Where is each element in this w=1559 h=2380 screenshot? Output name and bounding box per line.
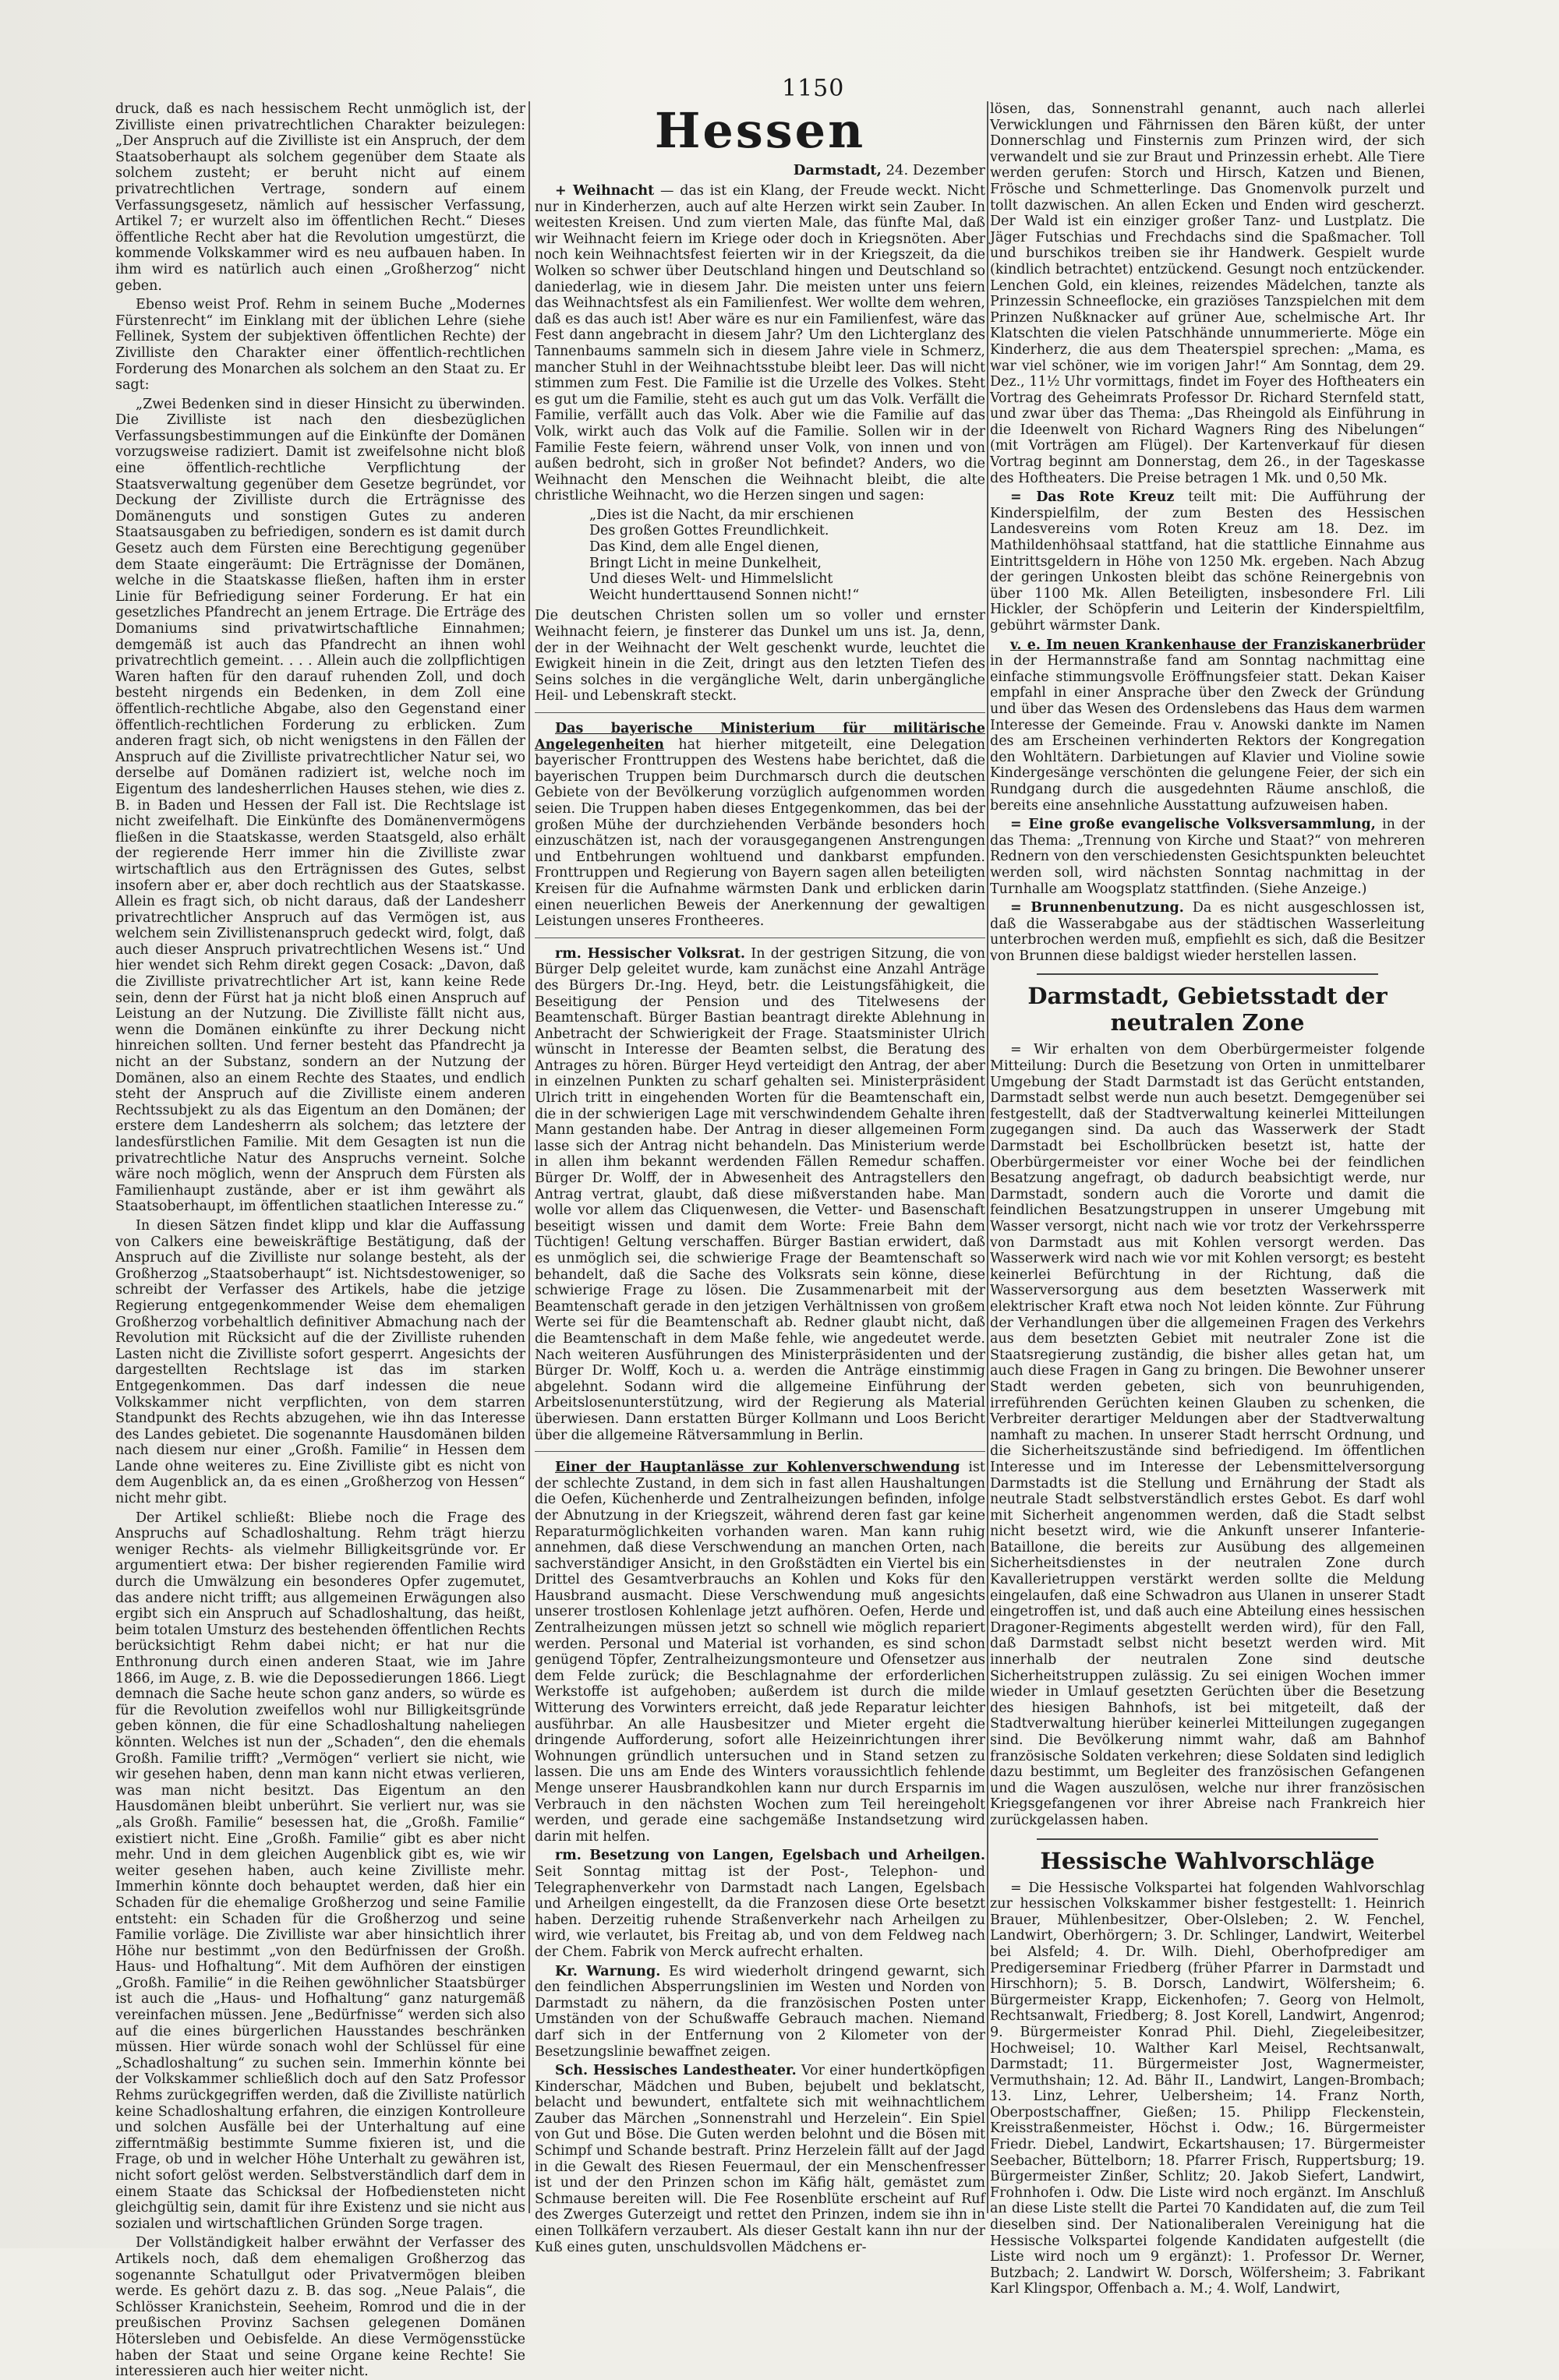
article-lead: = Brunnenbenutzung. — [1010, 900, 1184, 916]
article-lead: Einer der Hauptanlässe zur Kohlenverschwendung — [555, 1460, 960, 1476]
article-lead: rm. Besetzung von Langen, Egelsbach und Arheilgen. — [555, 1848, 985, 1864]
article-text: Vor einer hundertköpfigen Kinderschar, Mädchen und Buben, bejubelt und beklatscht, belacht und bewundert, entfaltete sich mit weihnachtlichem Zauber das Märchen „Sonnenstrahl und Herzelein“. Ein Spiel von Gut und Böse. Die Guten werden belohnt und die Bösen mit Schimpf und Schande bestraft. Prinz Herzelein fällt auf der Jagd in die Gewalt des Riesen Feuermaul, der ein Menschenfresser ist und der den Prinzen schon im Käfig hält, gemästet zum Schmause bereiten will. Die Fee Rosenblüte erscheint auf Ruf des Zwerges Guterzeigt und rettet den Prinzen, indem sie ihn in einen Tollkäfern verzaubert. Als dieser Gestalt kann ihn nur der Kuß eines guten, unschuldsvollen Mädchens er- — [535, 2063, 985, 2255]
dateline-place: Darmstadt, — [793, 162, 882, 178]
article-rotekreuz — [990, 489, 1425, 634]
article-lead: Sch. Hessisches Landestheater. — [555, 2063, 797, 2079]
section-heading: Darmstadt, Gebietsstadt der neutralen Zone — [1027, 983, 1388, 1036]
poem-line: Weicht hunderttausend Sonnen nicht!“ — [589, 587, 860, 603]
column-rule — [987, 101, 988, 2213]
divider — [535, 712, 985, 713]
poem-line: Bringt Licht in meine Dunkelheit, — [589, 555, 822, 571]
column-middle — [535, 101, 986, 2255]
article-lead: + Weihnacht — [555, 183, 655, 199]
dateline-date: 24. Dezember — [886, 162, 985, 178]
column-right — [990, 101, 1425, 2297]
article-text: Da es nicht ausgeschlossen ist, daß die Wasserabgabe aus der städtischen Wasserleitung unterbrochen werden muß, empfiehlt es sich, daß die Besitzer von Brunnen diese baldigst wieder herstellen lassen. — [990, 900, 1425, 964]
column-left — [115, 101, 525, 2380]
article-paragraph: Ebenso weist Prof. Rehm in seinem Buche „Modernes Fürstenrecht“ im Einklang mit der üblichen Lehre (siehe Fellinek, System der subjektiven öffentlichen Rechte) der Zivilliste den Charakter einer öffentlich-rechtlichen Forderung des Monarchen als solchem an den Staat zu. Er sagt: — [115, 297, 525, 394]
article-text: in der Hermannstraße fand am Sonntag nachmittag eine einfache stimmungsvolle Eröffnungsfeier statt. Dekan Kaiser empfahl in einer Ansprache über den Zweck der Gründung und über das Wesen des Ordenslebens das Haus dem warmen Interesse der Gemeinde. Frau v. Anowski dankte im Namen des am Erscheinen verhinderten Rektors der Kongregation den Wohltätern. Darbietungen auf Klavier und Violine sowie Kindergesänge verschönten die gelungene Feier, der sich ein Rundgang durch die ausgedehnten Räume anschloß, die bereits eine ansehnliche Ausstattung aufzuweisen haben. — [990, 653, 1425, 814]
divider — [1037, 1838, 1378, 1840]
article-langen — [535, 1848, 985, 1960]
article-evangelisch — [990, 817, 1425, 897]
article-paragraph: Der Artikel schließt: Bliebe noch die Frage des Anspruchs auf Schadloshaltung. Rehm trägt hierzu weniger Rechts- als vielmehr Billigkeitsgründe vor. Er argumentiert etwa: Der bisher regierenden Familie wird durch die Umwälzung ein besonderes Opfer zugemutet, das andere nicht trifft; aus allgemeinen Erwägungen also ergibt sich ein Anspruch auf Schadloshaltung, das heißt, beim totalen Umsturz des bestehenden öffentlichen Rechts berücksichtigt Rehm dabei nicht; er hat nur die Enthronung durch einen anderen Staat, wie im Jahre 1866, im Auge, z. B. wie die Depossedierungen 1866. Liegt demnach die Sache heute schon ganz anders, so würde es für die Revolution zweifellos wohl nur Billigkeitsgründe geben können, die für eine Schadloshaltung naheliegen könnten. Welches ist nun der „Schaden“, den die ehemals Großh. Familie trifft? „Vermögen“ verliert sie nicht, wie wir gesehen haben, denn man kann nicht etwas verlieren, was man nicht besitzt. Das Eigentum an den Hausdomänen bleibt unberührt. Sie verliert nur, was sie „als Großh. Familie“ besessen hat, die „Großh. Familie“ existiert nicht. Eine „Großh. Familie“ gibt es aber nicht mehr. Und in dem gleichen Augenblick gibt es, wie wir weiter gesehen haben, auch keine Zivilliste mehr. Immerhin könnte doch behauptet werden, daß hier ein Schaden für die ehemalige Großherzog und seine Familie entsteht: ein Schaden für die Großherzog und seine Familie vorläge. Die Zivilliste war aber hinsichtlich ihrer Höhe nur bestimmt „von den Bedürfnissen der Großh. Haus- und Hofhaltung“. Mit dem Aufhören der einstigen „Großh. Familie“ in die Reihen gewöhnlicher Staatsbürger ist auch die „Haus- und Hofhaltung“ ganz naturgemäß vereinfachen müssen. Jene „Bedürfnisse“ werden sich also auf die eines bürgerlichen Hausstandes beschränken müssen. Hier würde sonach wohl der Schlüssel für eine „Schadloshaltung“ zu suchen sein. Immerhin könnte bei der Volkskammer schließlich doch auf den Satz Professor Rehms zurückgegriffen werden, daß die Zivilliste natürlich keine Schadloshaltung erfahren, die einzigen Kontrolleure und solchen Ausfälle bei der Unterhaltung auf eine zifferntmäßig bestimmte Summe fixieren ist, und die Frage, ob und in welcher Höhe Unterhalt zu gewähren ist, nicht sofort gelöst werden. Selbstverständlich darf dem in einem Staate das Schicksal der Hofbediensteten nicht gleichgültig sein, damit für ihre Existenz und sie nicht aus sozialen und wirtschaftlichen Gründen Sorge tragen. — [115, 1510, 525, 2232]
article-text: In der gestrigen Sitzung, die von Bürger Delp geleitet wurde, kam zunächst eine Anzahl Anträge des Bürgers Dr.-Ing. Heyd, betr. die Leistungsfähigkeit, die Beseitigung der Pension und des Titelwesens der Beamtenschaft. Bürger Bastian beantragt direkte Ablehnung in Anbetracht der Schwierigkeit der Frage. Staatsminister Ulrich wünscht in Interesse der Beamten selbst, die Beratung des Antrages zu hören. Bürger Heyd verteidigt den Antrag, der aber in einzelnen Punkten zu scharf gehalten sei. Ministerpräsident Ulrich tritt in eingehenden Worten für die Beamtenschaft ein, die in der schwierigen Lage mit verschwindendem Gehalte ihren Mann gestanden habe. Der Antrag in dieser allgemeinen Form lasse sich der Antrag nicht behandeln. Das Ministerium werde in allen ihm bekannt werdenden Fällen Remedur schaffen. Bürger Dr. Wolff, der in Abwesenheit des Antragstellers den Antrag vertrat, glaubt, daß diese mißverstanden habe. Man wolle vor allem das Cliquenwesen, die Vetter- und Basenschaft beseitigt wissen und damit dem Worte: Freie Bahn dem Tüchtigen! Geltung verschaffen. Bürger Bastian erwidert, daß es unmöglich sei, die schwierige Frage der Beamtenschaft so behandelt, daß die Sache des Volksrats sein könne, diese schwierige Frage zu lösen. Die Zusammenarbeit mit der Beamtenschaft gerade in den jetzigen Verhältnissen von großem Werte sei für die Beamtenschaft ab. Redner glaubt nicht, daß die Beamtenschaft in dem Maße fehle, wie angedeutet werde. Nach weiteren Ausführungen des Ministerpräsidenten und der Bürger Dr. Wolff, Koch u. a. werden die Anträge einstimmig abgelehnt. Sodann wird die allgemeine Einführung der Arbeitslosenunterstützung, wird der Regierung als Material überwiesen. Dann erstatten Bürger Kollmann und Loos Bericht über die allgemeine Rätversammlung in Berlin. — [535, 945, 986, 1443]
article-text: in der das Thema: „Trennung von Kirche und Staat?“ von mehreren Rednern von den verschiedensten Gesichtspunkten beleuchtet werden soll, wird nächsten Sonntag nachmittag in der Turnhalle am Woogsplatz stattfinden. (Siehe Anzeige.) — [990, 817, 1425, 897]
article-text: Es wird wiederholt dringend gewarnt, sich den feindlichen Absperrungslinien im Westen und Norden von Darmstadt zu nähern, da die französischen Posten unter Umständen von der Schußwaffe Gebrauch machen. Niemand darf sich in der Entfernung von 2 Kilometer von der Besetzungslinie bewaffnet zeigen. — [535, 1963, 985, 2060]
article-brunnen — [990, 900, 1425, 964]
poem-line: „Dies ist die Nacht, da mir erschienen — [589, 507, 854, 523]
article-theater — [535, 2063, 985, 2255]
article-warnung — [535, 1964, 985, 2060]
page-number: 1150 — [782, 75, 845, 102]
article-lead: Kr. Warnung. — [555, 1963, 661, 1979]
article-paragraph: Die deutschen Christen sollen um so voller und ernster Weihnacht feiern, je finsterer das Dunkel um uns ist. Ja, denn, der in der Weihnacht der Welt geschenkt wurde, leuchtet die Ewigkeit hinein in die Zeit, dringt aus den letzten Tiefen des Seins solches in die vergängliche Welt, darin unbergängliche Heil- und Lebenskraft steckt. — [535, 608, 985, 704]
article-lead: = Eine große evangelische Volksversammlung, — [1010, 817, 1376, 833]
article-text: hat hierher mitgeteilt, eine Delegation bayerischer Fronttruppen des Westens habe berichtet, daß die bayerischen Truppen beim Durchmarsch durch die deutschen Gebiete von der Bevölkerung vorzüglich aufgenommen worden seien. Die Truppen haben dieses Entgegenkommen, das bei der großen Mühe der durchziehenden Verbände besonders hoch einzuschätzen ist, nach der vorausgegangenen Anstrengungen und Entbehrungen wohltuend und dankbarst empfunden. Fronttruppen und Regierung von Bayern sagen allen beteiligten Kreisen für die Aufnahme wärmsten Dank und erblicken darin einen neuerlichen Beweis der Anerkennung der gewaltigen Leistungen unseres Frontheeres. — [535, 736, 985, 930]
poem-line: Des großen Gottes Freundlichkeit. — [589, 523, 829, 539]
article-text: ist der schlechte Zustand, in dem sich in fast allen Haushaltungen die Oefen, Küchenherde und Zentralheizungen befinden, infolge der Abnutzung in der Kriegszeit, während deren fast gar keine Reparaturmöglichkeiten vorhanden waren. Man kann ruhig annehmen, daß diese Verschwendung an manchen Orten, nach sachverständiger Ansicht, in den Großstädten ein Viertel bis ein Drittel des Gesamtverbrauchs an Kohlen und Koks für den Hausbrand ausmacht. Diese Verschwendung muß angesichts unserer trostlosen Kohlenlage jetzt aufhören. Oefen, Herde und Zentralheizungen müssen jetzt so schnell wie möglich repariert werden. Personal und Material ist vorhanden, es sind schon genügend Töpfer, Zentralheizungsmonteure und Ofensetzer aus dem Felde zurück; die Beschlagnahme der erforderlichen Werkstoffe ist aufgehoben; außerdem ist durch die milde Witterung des Vorwinters erreicht, daß jede Reparatur leichter ausführbar. An alle Hausbesitzer und Mieter ergeht die dringende Aufforderung, sofort alle Heizeinrichtungen ihrer Wohnungen gründlich untersuchen und in Stand setzen zu lassen. Die uns am Ende des Winters voraussichtlich fehlende Menge unserer Hausbrandkohlen kann nur durch Ersparnis im Verbrauch in den nächsten Wochen zum Teil hereingeholt werden, und gerade eine sachgemäße Instandsetzung wird darin mit helfen. — [535, 1460, 985, 1845]
divider — [1037, 973, 1378, 975]
dateline — [535, 162, 985, 178]
divider — [535, 1451, 985, 1452]
article-volksrat — [535, 946, 985, 1443]
article-paragraph: druck, daß es nach hessischem Recht unmöglich ist, der Zivilliste einen privatrechtlichen Charakter beizulegen: „Der Anspruch auf die Zivilliste ist ein Anspruch, der dem Staatsoberhaupt als solchem gegenüber dem Staate als solchem zusteht; er beruht nicht auf einem privatrechtlichen Vertrage, sondern auf einem Verfassungsgesetz, nämlich auf hessischer Verfassung, Artikel 7; er wurzelt also im öffentlichen Recht.“ Dieses öffentliche Recht aber hat die Revolution umgestürzt, die kommende Volkskammer wird es neu aufbauen haben. In ihm wird es natürlich auch einen „Großherzog“ nicht geben. — [115, 101, 525, 294]
article-text: — das ist ein Klang, der Freude weckt. Nicht nur in Kinderherzen, auch auf alte Herzen wirkt sein Zauber. In weitesten Kreisen. Und zum vierten Male, das fünfte Mal, daß wir Weihnacht feiern im Kriege oder doch in Kriegsnöten. Aber noch kein Weihnachtsfest feierten wir in der Kriegszeit, da die Wolken so schwer über Deutschland hingen und Deutschland so daniederlag, wie in diesem Jahr. Die meisten unter uns feiern das Weihnachtsfest als ein Familienfest. Wer wollte dem wehren, daß es das auch ist! Aber wäre es nur ein Familienfest, wäre das Fest dann angebracht in diesem Jahr? Um den Lichterglanz des Tannenbaums sammeln sich in diesem Jahre viele in Schmerz, mancher Stuhl in der Weihnachtsstube bleibt leer. Das will nicht stimmen zum Fest. Die Familie ist die Urzelle des Volkes. Steht es gut um die Familie, steht es auch gut um das Volk. Verfällt die Familie, verfällt auch das Volk. Aber wie die Familie auf das Volk, wirkt auch das Volk auf die Familie. Sollen wir in der Familie Feste feiern, während unser Volk, von innen und von außen bedroht, sich in großer Not befindet? Anders, wo die Weihnacht den Menschen die Weihnacht bleibt, die alte christliche Weihnacht, wo die Herzen singen und sagen: — [535, 183, 985, 504]
section-heading: Hessische Wahlvorschläge — [1040, 1847, 1375, 1874]
article-lead: = Das Rote Kreuz — [1010, 489, 1175, 506]
article-lead: v. e. Im neuen Krankenhause der Franziskanerbrüder — [1010, 637, 1425, 653]
article-paragraph: lösen, das, Sonnenstrahl genannt, auch nach allerlei Verwicklungen und Fährnissen den Bären küßt, der unter Donnerschlag und Finsternis zum Prinzen wird, der sich verwandelt und sie zur Braut und Prinzessin erhebt. Alle Tiere werden gerufen: Storch und Hirsch, Katzen und Bienen, Frösche und Schmetterlinge. Das Gnomenvolk purzelt und tollt dazwischen. An allen Ecken und Enden wird gescherzt. Der Wald ist ein einziger großer Tanz- und Lustplatz. Die Jäger Futschias und Frechdachs sind die Spaßmacher. Toll und burschikos treiben sie ihr Handwerk. Gespielt wurde (kindlich betrachtet) entzückend. Gesungt noch entzückender. Lenchen Gold, ein kleines, reizendes Mädelchen, tanzte als Prinzessin Schneeflocke, ein graziöses Tanzspielchen mit dem Prinzen Nußknacker auf grüner Aue, schelmische Art. Ihr Klatschten die vielen Patschhände unnummerierte. Möge ein Kinderherz, die aus dem Theaterspiel sprechen: „Mama, es war viel schöner, wie im vorigen Jahr!“ Am Sonntag, dem 29. Dez., 11½ Uhr vormittags, findet im Foyer des Hoftheaters ein Vortrag des Geheimrats Professor Dr. Richard Sternfeld statt, und zwar über das Thema: „Das Rheingold als Einführung in die Ideenwelt von Richard Wagners Ring des Nibelungen“ (mit Vorträgen am Flügel). Der Kartenverkauf für diesen Vortrag beginnt am Donnerstag, dem 26., in der Tageskasse des Hoftheaters. Die Preise betragen 1 Mk. und 0,50 Mk. — [990, 101, 1425, 486]
article-paragraph: Der Vollständigkeit halber erwähnt der Verfasser des Artikels noch, daß dem ehemaligen Großherzog das sogenannte Schatullgut oder Privatvermögen bleiben werde. Es gehört dazu z. B. das sog. „Neue Palais“, die Schlösser Kranichstein, Seeheim, Romrod und die in der preußischen Provinz Sachsen gelegenen Domänen Hötersleben und Oebisfelde. An diese Vermögensstücke haben der Staat und seine Organe keine Rechte! Sie interessieren auch hier weiter nicht. — [115, 2235, 525, 2380]
article-lead: Das bayerische Ministerium für militärische Angelegenheiten — [535, 721, 985, 753]
article-text: teilt mit: Die Aufführung der Kinderspielfilm, der zum Besten des Hessischen Landesvereins vom Roten Kreuz am 18. Dez. im Mathildenhöhsaal stattfand, hat die stattliche Einnahme aus Eintrittsgeldern in Höhe von 1250 Mk. ergeben. Nach Abzug der geringen Unkosten bleibt das schöne Reinergebnis von über 1100 Mk. Allen Beteiligten, insbesondere Frl. Lili Hickler, der Schöpferin und Leiterin der Kinderspieltfilm, gebührt wärmster Dank. — [990, 489, 1425, 634]
article-franziskaner — [990, 637, 1425, 814]
article-lead: rm. Hessischer Volksrat. — [555, 945, 746, 962]
article-paragraph: = Wir erhalten von dem Oberbürgermeister folgende Mitteilung: Durch die Besetzung von Orten in unmittelbarer Umgebung der Stadt Darmstadt ist das Gerücht entstanden, Darmstadt selbst werde nun auch besetzt. Demgegenüber sei festgestellt, daß der Stadtverwaltung keinerlei Mitteilungen zugegangen sind. Da auch das Wasserwerk der Stadt Darmstadt bei Eschollbrücken besetzt ist, hatte der Oberbürgermeister vor einer Woche bei der feindlichen Besatzung angefragt, ob dadurch beabsichtigt werde, nur Darmstadt, sondern auch die Vororte und damit die feindlichen Besatzungstruppen in unserer Umgebung mit Wasser versorgt, nicht nach wie vor trotz der Verkehrssperre von Darmstadt aus mit Kohlen versorgt werden. Das Wasserwerk wird nach wie vor mit Kohlen versorgt; es besteht keinerlei Befürchtung in der Richtung, daß die Wasserversorgung aus dem besetzten Wasserwerk mit elektrischer Kraft etwa noch Not leiden könnte. Zur Führung der Verhandlungen über die allgemeinen Fragen des Verkehrs aus dem besetzten Gebiet mit neutraler Zone ist die Staatsregierung zuständig, die bisher alles getan hat, um auch diese Fragen in Gang zu bringen. Die Bewohner unserer Stadt werden gebeten, sich von beunruhigenden, irreführenden Gerüchten keinen Glauben zu schenken, die Verbreiter derartiger Meldungen aber der Stadtverwaltung namhaft zu machen. In unserer Stadt herrscht Ordnung, und die Sicherheitszustände sind befriedigend. Im öffentlichen Interesse und im Interesse der Lebensmittelversorgung Darmstadts ist die Stellung und Ernährung der Stadt als neutrale Stadt selbstverständlich erstes Gebot. Es darf wohl mit Sicherheit angenommen werden, daß die Stadt selbst nicht besetzt wird, wie die Ankunft unserer Infanterie-Bataillone, die bereits zur Ausübung des allgemeinen Sicherheitsdienstes in der neutralen Zone durch Kavallerietruppen verstärkt werden sollte die Meldung eingelaufen, daß eine Schwadron aus Ulanen in unserer Stadt eingetroffen ist, und daß auch eine Abteilung eines hessischen Dragoner-Regiments abgestellt werden wird), für den Fall, daß Darmstadt selbst nicht besetzt werden wird. Mit innerhalb der neutralen Zone sind deutsche Sicherheitstruppen zulässig. Zu sei einigen Wochen immer wieder in Umlauf gesetzten Gerüchten über die Besetzung des hiesigen Bahnhofs, ist bei mitgeteilt, daß der Stadtverwaltung hierüber keinerlei Mitteilungen zugegangen sind. Die Bevölkerung nimmt wahr, daß am Bahnhof französische Soldaten verkehren; diese Soldaten sind lediglich dazu bestimmt, um Begleiter des französischen Gefangenen und die Wagen auszulösen, welche nur ihrer französischen Kriegsgefangenen vor ihrer Abreise nach Frankreich hier zurückgelassen haben. — [990, 1042, 1425, 1828]
poem — [589, 507, 985, 604]
article-bayern — [535, 721, 985, 930]
article-paragraph: „Zwei Bedenken sind in dieser Hinsicht zu überwinden. Die Zivilliste ist nach den diesbezüglichen Verfassungsbestimmungen auf die Einkünfte der Domänen vorzugsweise radiziert. Damit ist zweifelsohne nicht bloß eine öffentlich-rechtliche Verpflichtung der Staatsverwaltung gegenüber dem Gesetze begründet, vor Deckung der Zivilliste durch die Erträgnisse des Domänenguts und sonstigen Gutes zu anderen Staatsausgaben zu befriedigen, sondern es ist damit durch Gesetz auch dem Fürsten eine Berechtigung gegenüber dem Staate eingeräumt: Die Erträgnisse der Domänen, welche in die Staatskasse fließen, haften ihm in erster Linie für Befriedigung seiner Forderung. Er hat ein gesetzliches Pfandrecht an jenem Ertrage. Die Erträge des Domaniums sind privatwirtschaftliche Einnahmen; demgemäß ist auch das Pfandrecht an ihnen wohl privatrechtlich gemeint. . . . Allein auch die zollpflichtigen Waren haften für den darauf ruhenden Zoll, und doch besteht nirgends ein Bedenken, in dem Zoll eine öffentlich-rechtliche Abgabe, also den Gegenstand einer öffentlich-rechtlichen Forderung zu erblicken. Zum anderen fragt sich, ob nicht wenigstens in den Fällen der Anspruch auf die Zivilliste privatrechtlicher Natur sei, wo derselbe auf Domänen radiziert ist, welche noch im Eigentum des landesherrlichen Hauses stehen, wie dies z. B. in Baden und Hessen der Fall ist. Die Rechtslage ist nicht zweifelhaft. Die Einkünfte des Domänenvermögens fließen in die Staatskasse, werden Staatsgeld, also erhält der regierende Herr immer hin die Zivilliste zwar wirtschaftlich aus den Erträgnissen des Gutes, selbst insofern aber er, aber doch rechtlich aus der Staatskasse. Allein es fragt sich, ob nicht daraus, daß der Landesherr privatrechtlicher Anspruch auf das Vermögen ist, aus welchem sein Zivillistenanspruch gedeckt wird, folgt, daß auch dieser Anspruch privatrechtlichen Wesens ist.“ Und hier wendet sich Rehm direkt gegen Cosack: „Davon, daß die Zivilliste privatrechtlicher Art ist, kann keine Rede sein, denn der Fürst hat ja nicht bloß einen Anspruch auf Leistung an der Nutzung. Die Zivilliste fällt nicht aus, wenn die Domänen einkünfte zu ihrer Deckung nicht hinreichen sollten. Und ferner besteht das Pfandrecht ja nicht an der Substanz, sondern an der Nutzung der Domänen, also an einem Rechte des Staates, und endlich steht der Anspruch auf die Zivilliste einem anderen Rechtssubjekt zu als das Eigentum an den Domänen; der erstere dem Landesherrn als solchem; das letztere der landesfürstlichen Familie. Mit dem Gesagten ist nun die privatrechtliche Natur des Anspruchs verneint. Solche wäre noch möglich, wenn der Anspruch dem Fürsten als Familienhaupt zustände, aber er ist ihm gewährt als Staatsoberhaupt, im öffentlichen staatlichen Interesse zu.“ — [115, 396, 525, 1215]
article-kohlen — [535, 1460, 985, 1845]
section-masthead: Hessen — [654, 102, 866, 159]
article-paragraph: = Die Hessische Volkspartei hat folgenden Wahlvorschlag zur hessischen Volkskammer bisher festgestellt: 1. Heinrich Brauer, Mühlenbesitzer, Ober-Olsleben; 2. W. Fenchel, Landwirt, Oberhörgern; 3. Dr. Schlinger, Landwirt, Weiterbel bei Alsfeld; 4. Dr. Wilh. Diehl, Oberhofprediger am Predigerseminar Friedberg (früher Pfarrer in Darmstadt und Hirschhorn); 5. B. Dorsch, Landwirt, Wölfersheim; 6. Bürgermeister Krapp, Eickenhofen; 7. Georg von Helmolt, Rechtsanwalt, Friedberg; 8. Jost Korell, Landwirt, Angenrod; 9. Bürgermeister Konrad Phil. Diehl, Ziegeleibesitzer, Hochweisel; 10. Walther Karl Meisel, Rechtsanwalt, Darmstadt; 11. Bürgermeister Jost, Wagnermeister, Vermuthshain; 12. Ad. Bähr II., Landwirt, Langen-Brombach; 13. Linz, Lehrer, Uelbersheim; 14. Franz North, Oberpostschaffner, Gießen; 15. Philipp Fleckenstein, Kreisstraßenmeister, Höchst i. Odw.; 16. Bürgermeister Friedr. Diebel, Landwirt, Eckartshausen; 17. Bürgermeister Seebacher, Büttelborn; 18. Pfarrer Frisch, Ruppertsburg; 19. Bürgermeister Zinßer, Schlitz; 20. Jakob Siefert, Landwirt, Frohnhofen i. Odw. Die Liste wird noch ergänzt. Im Anschluß an diese Liste stellt die Partei 70 Kandidaten auf, die zum Teil dieselben sind. Der Nationaliberalen Vereinigung hat die Hessische Volkspartei folgende Kandidaten aufgestellt (die Liste wird noch um 9 ergänzt): 1. Professor Dr. Werner, Butzbach; 2. Landwirt W. Dorsch, Wölfersheim; 3. Fabrikant Karl Klingspor, Offenbach a. M.; 4. Wolf, Landwirt, — [990, 1880, 1425, 2297]
article-text: Seit Sonntag mittag ist der Post-, Telephon- und Telegraphenverkehr von Darmstadt nach Langen, Egelsbach und Arheilgen eingestellt, da die Franzosen diese Orte besetzt haben. Derzeitig ruhende Straßenverkehr nach Arheilgen zu wird, wie verlautet, bis Freitag ab, und von dem Feldweg nach der Chem. Fabrik von Merck aufrecht erhalten. — [535, 1863, 985, 1960]
article-paragraph: In diesen Sätzen findet klipp und klar die Auffassung von Calkers eine beweiskräftige Bestätigung, daß der Anspruch auf die Zivilliste nur solange besteht, als der Großherzog „Staatsoberhaupt“ ist. Nichtsdestoweniger, so schreibt der Verfasser des Artikels, habe die jetzige Regierung entgegenkommender Weise dem ehemaligen Großherzog vorbehaltlich definitiver Abmachung nach der Revolution mit Rücksicht auf die der Zivilliste ruhenden Lasten nicht die Zivilliste sofort gesperrt. Angesichts der dargestellten Rechtslage ist das im starken Entgegenkommen. Das darf indessen die neue Volkskammer nicht verpflichten, von dem starren Standpunkt des Rechts abzugehen, wie ihn das Interesse des Landes gebietet. Die sogenannte Hausdomänen bilden nach diesem nur einer „Großh. Familie“ in Hessen dem Lande ohne weiteres zu. Eine Zivilliste gibt es nicht von dem Augenblick an, da es einen „Großherzog von Hessen“ nicht mehr gibt. — [115, 1217, 525, 1507]
column-rule — [529, 101, 530, 2213]
poem-line: Und dieses Welt- und Himmelslicht — [589, 571, 833, 588]
poem-line: Das Kind, dem alle Engel dienen, — [589, 539, 819, 556]
article-weihnacht — [535, 183, 985, 504]
